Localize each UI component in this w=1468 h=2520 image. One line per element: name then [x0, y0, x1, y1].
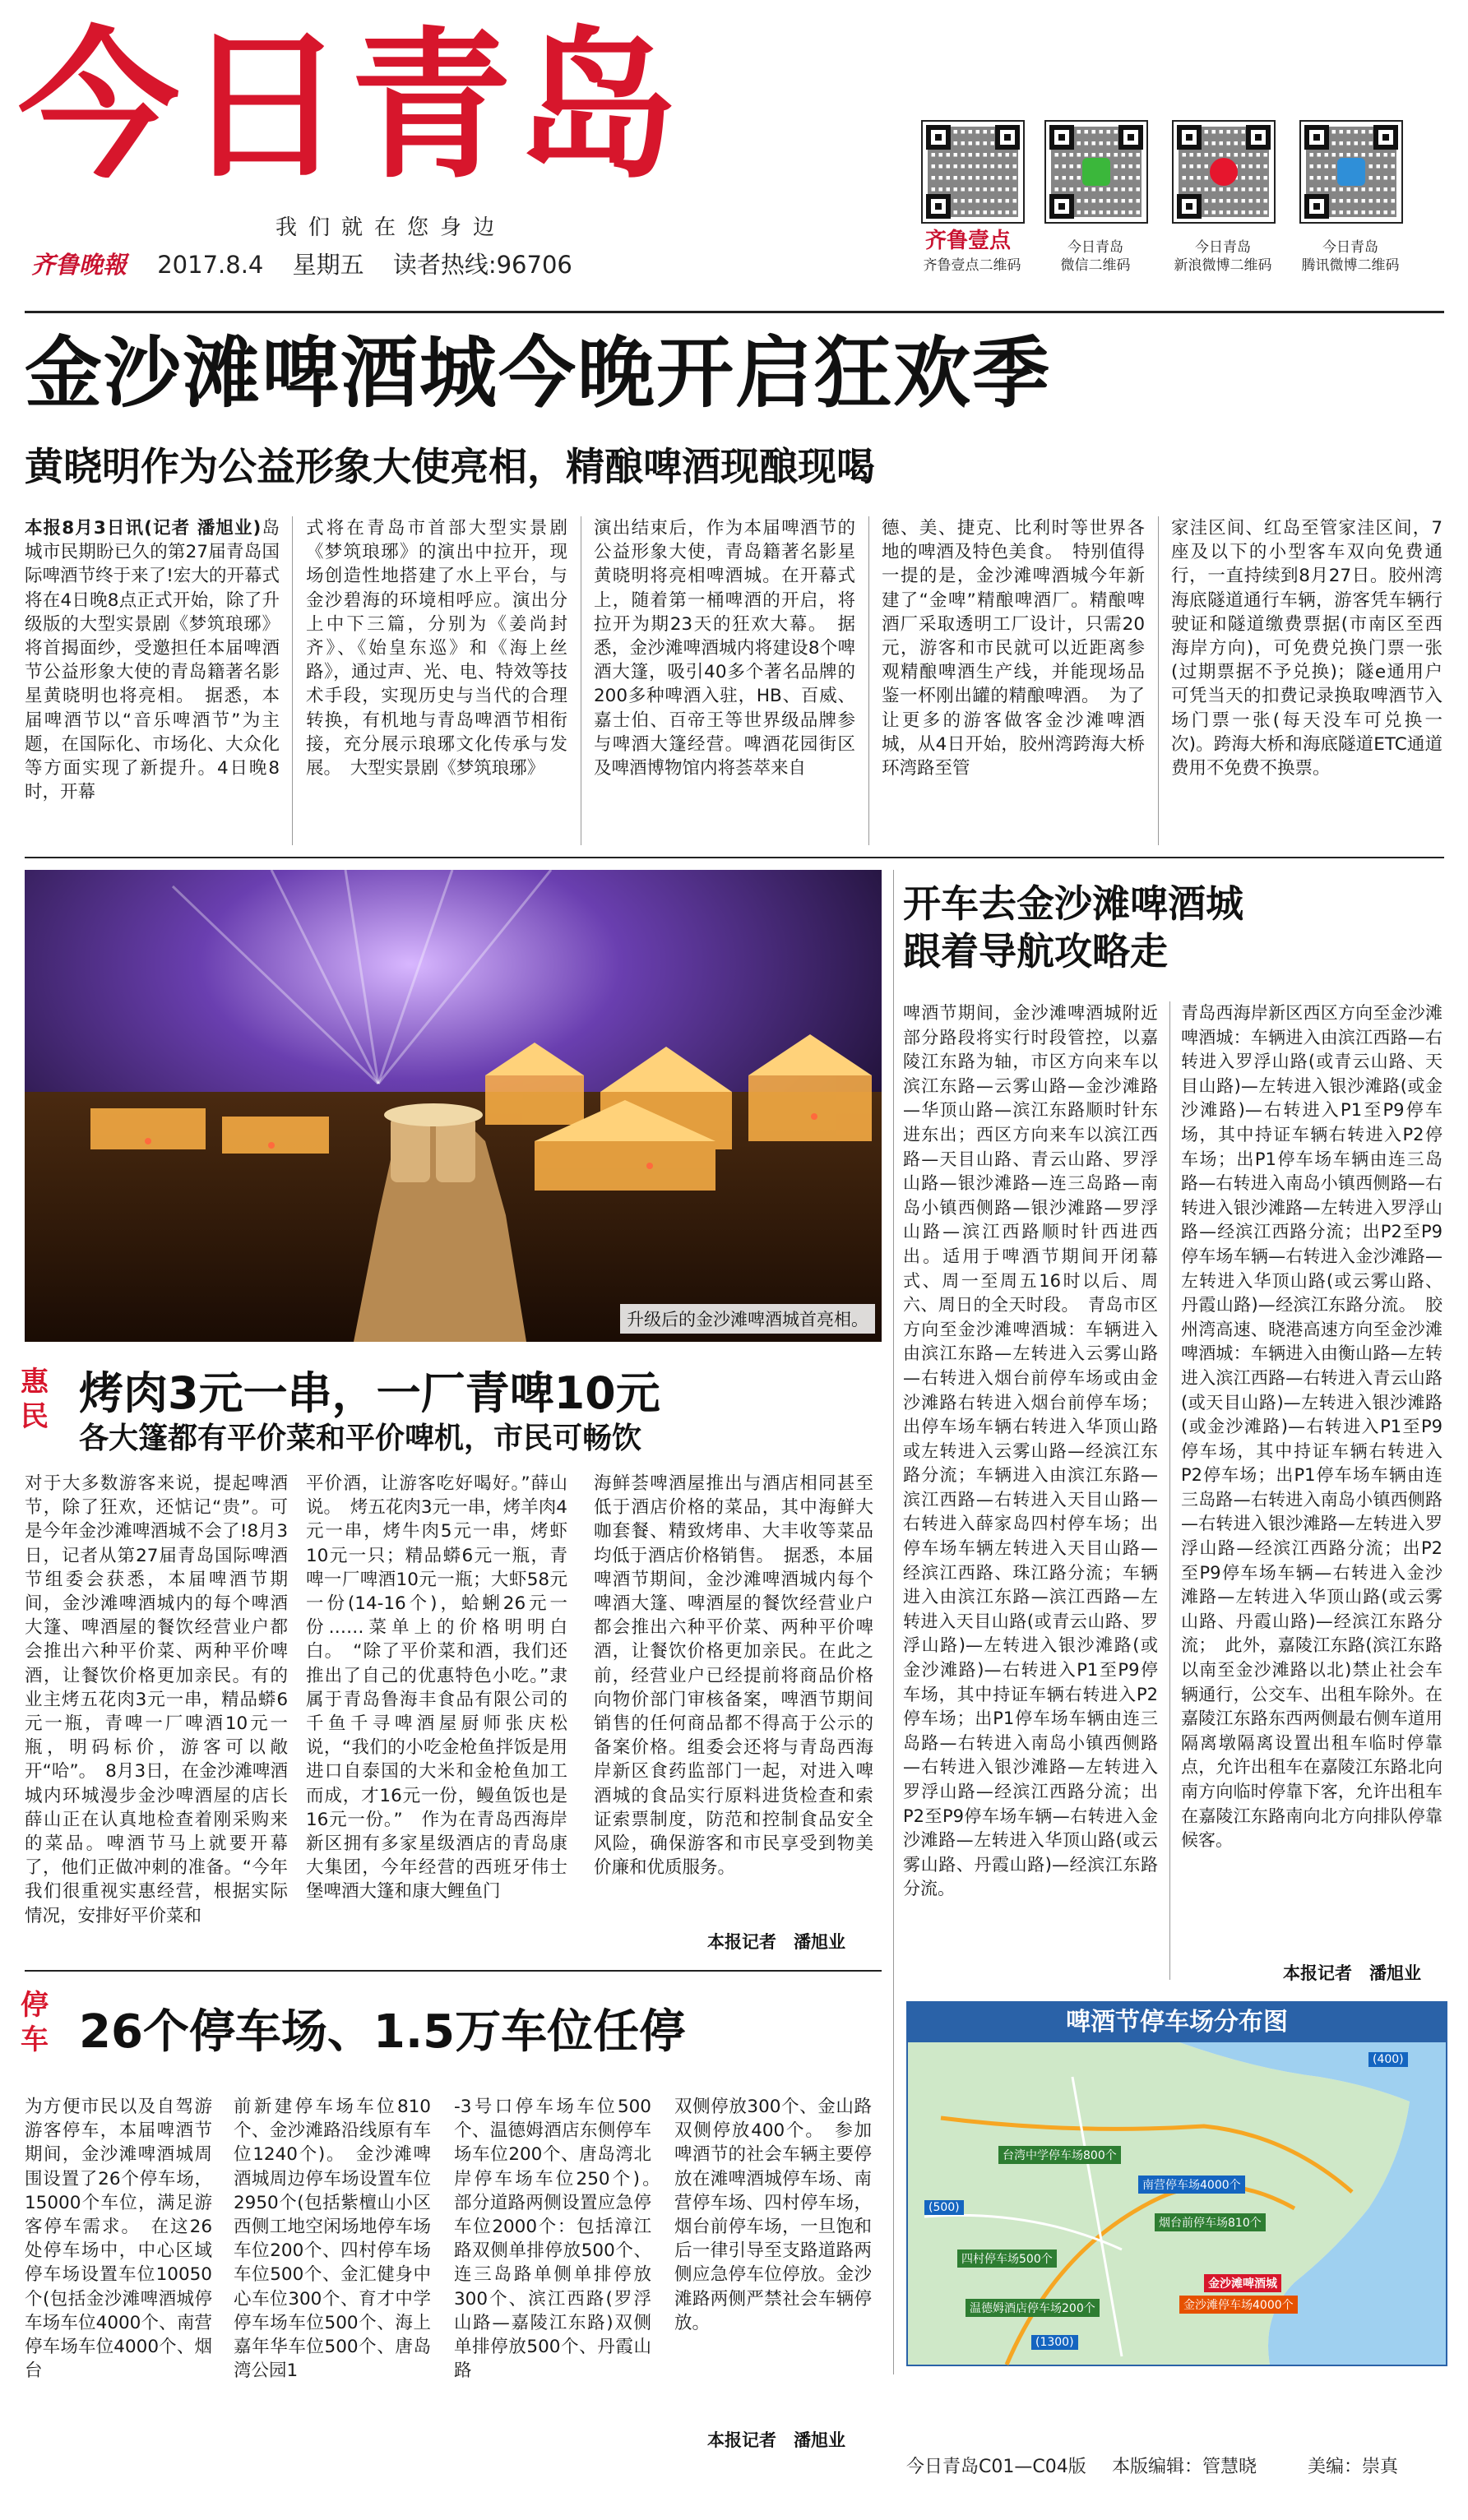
lead-column-1: 本报8月3日讯(记者 潘旭业)岛城市民期盼已久的第27届青岛国际啤酒节终于来了!宏大的开幕式将在4日晚8点正式开始，除了升级版的大型实景剧《梦筑琅琊》将首揭面纱，受邀担任本届啤酒节公益形象大使的青岛籍著名影星黄晓明也将亮相。 据悉，本届啤酒节以“音乐啤酒节”为主题，在国际化、市场化、大众化等方面实现了新提升。4日晚8时，开幕 — [25, 518, 280, 803]
parking-column-1: 为方便市民以及自驾游游客停车，本届啤酒节期间，金沙滩啤酒城周围设置了26个停车场，15000个车位，满足游客停车需求。 在这26处停车场中，中心区域停车场设置车位10050个(包括金沙滩啤酒城停车场车位4000个、南营停车场车位4000个、烟台 — [25, 2097, 212, 2382]
footer-edition: 今日青岛C01—C04版 — [906, 2457, 1086, 2477]
masthead-divider — [25, 311, 1444, 313]
masthead-title: 今日青岛 — [18, 13, 683, 201]
brand-logo: 齐鲁晚報 — [31, 251, 127, 279]
qr-caption-tencent-1: 今日青岛 — [1322, 239, 1378, 256]
issue-date: 2017.8.4 — [157, 251, 264, 279]
photo-caption: 升级后的金沙滩啤酒城首亮相。 — [620, 1304, 875, 1334]
hui-headline: 烤肉3元一串，一厂青啤10元 — [79, 1367, 660, 1419]
nav-headline-1: 开车去金沙滩啤酒城 — [903, 881, 1243, 926]
qr-code-tencent-weibo[interactable] — [1299, 120, 1403, 224]
qr-caption-wechat-2: 微信二维码 — [1060, 257, 1131, 274]
parking-byline: 本报记者 潘旭业 — [707, 2430, 845, 2450]
hui-column-2: 平价酒，让游客吃好喝好。”薛山说。 烤五花肉3元一串，烤羊肉4元一串，烤牛肉5元一串，烤虾10元一只；精品蟒6元一瓶，青啤一厂啤酒10元一瓶；大虾58元一份(14-16个)，蛤蜊26元一份……菜单上的价格明明白白。 “除了平价菜和酒，我们还推出了自己的优惠特色小吃。”隶属于青岛鲁海丰食品有限公司的千鱼千寻啤酒屋厨师张庆松说，“我们的小吃金枪鱼拌饭是用进口自泰国的大米和金枪鱼加工而成，才16元一份，鳗鱼饭也是16元一份。” 作为在青岛西海岸新区拥有多家星级酒店的青岛康大集团，今年经营的西班牙伟士堡啤酒大篷和康大鲤鱼门 — [306, 1473, 567, 1903]
parking-headline: 26个停车场、1.5万车位任停 — [79, 2005, 686, 2059]
map-label-taiwan-school[interactable]: 台湾中学停车场800个 — [998, 2146, 1121, 2164]
nav-column-2: 青岛西海岸新区西区方向至金沙滩啤酒城：车辆进入由滨江西路—右转进入罗浮山路(或青云山路、天目山路)—左转进入银沙滩路(或金沙滩路)—右转进入P1至P9停车场，其中持证车辆右转进入P2停车场；出P1停车场车辆由连三岛路—右转进入南岛小镇西侧路—右转进入银沙滩路—左转进入罗浮山路—经滨江西路分流；出P2至P9停车场车辆—右转进入金沙滩路—左转进入华顶山路(或云雾山路、丹霞山路)—经滨江东路分流。 胶州湾高速、晓港高速方向至金沙滩啤酒城：车辆进入由衡山路—左转进入滨江西路—右转进入青云山路(或天目山路)—左转进入银沙滩路(或金沙滩路)—右转进入P1至P9停车场，其中持证车辆右转进入P2停车场；出P1停车场车辆由连三岛路—右转进入南岛小镇西侧路—右转进入银沙滩路—左转进入罗浮山路—经滨江西路分流；出P2至P9停车场车辆—右转进入金沙滩路—左转进入华顶山路(或云雾山路、丹霞山路)—经滨江东路分流； 此外，嘉陵江东路(滨江东路以南至金沙滩路以北)禁止社会车辆通行，公交车、出租车除外。在嘉陵江东路东西两侧最右侧车道用隔离墩隔离设置出租车临时停靠点，允许出租车在嘉陵江东路北向南方向临时停靠下客，允许出租车在嘉陵江东路南向北方向排队停靠候客。 — [1181, 1003, 1443, 1851]
wechat-icon — [1082, 158, 1110, 186]
footer-designer: 美编：崇真 — [1308, 2457, 1399, 2477]
qr-code-sina-weibo[interactable] — [1172, 120, 1276, 224]
lead-column-3: 演出结束后，作为本届啤酒节的公益形象大使，青岛籍著名影星黄晓明将亮相啤酒城。在开幕式上，随着第一桶啤酒的开启，将拉开为期23天的狂欢大幕。 据悉，金沙滩啤酒城内将建设8个啤酒大篷，吸引40多个著名品牌的200多种啤酒入驻，HB、百威、嘉士伯、百帝王等世界级品牌参与啤酒大篷经营。啤酒花园街区及啤酒博物馆内将荟萃来自 — [594, 518, 855, 779]
map-label-count-1300[interactable]: (1300) — [1031, 2335, 1078, 2350]
map-label-wyndham[interactable]: 温德姆酒店停车场200个 — [966, 2299, 1100, 2317]
map-label-yantaiqian[interactable]: 烟台前停车场810个 — [1155, 2213, 1266, 2231]
lead-column-5: 家洼区间、红岛至管家洼区间，7座及以下的小型客车双向免费通行，一直持续到8月27日。胶州湾海底隧道通行车辆，游客凭车辆行驶证和隧道缴费票据(市南区至西海岸方向)，可免费兑换门票一张(过期票据不予兑换)；隧e通用户可凭当天的扣费记录换取啤酒节入场门票一张(每天没车可兑换一次)。跨海大桥和海底隧道ETC通道费用不免费不换票。 — [1171, 518, 1443, 779]
map-label-sicun[interactable]: 四村停车场500个 — [957, 2250, 1057, 2268]
hui-column-1: 对于大多数游客来说，提起啤酒节，除了狂欢，还惦记“贵”。可是今年金沙滩啤酒城不会了!8月3日，记者从第27届青岛国际啤酒节组委会获悉，本届啤酒节期间，金沙滩啤酒城内的每个啤酒大篷、啤酒屋的餐饮经营业户都会推出六种平价菜、两种平价啤酒，让餐饮价格更加亲民。有的业主烤五花肉3元一串，精品蟒6元一瓶，青啤一厂啤酒10元一瓶，明码标价，游客可以敞开“哈”。 8月3日，在金沙滩啤酒城内环城漫步金沙啤酒屋的店长薛山正在认真地检查着刚采购来的菜品。啤酒节马上就要开幕了，他们正做冲刺的准备。“今年我们很重视实惠经营，根据实际情况，安排好平价菜和 — [25, 1473, 288, 1926]
issue-weekday: 星期五 — [292, 251, 364, 279]
map-label-count-400[interactable]: (400) — [1368, 2052, 1408, 2067]
photo-illustration — [25, 870, 882, 1342]
qilu-logo: 齐鲁壹点 — [925, 229, 1012, 253]
nav-headline-2: 跟着导航攻略走 — [903, 929, 1168, 973]
footer-editor: 本版编辑：管慧晓 — [1112, 2457, 1257, 2477]
lead-headline: 金沙滩啤酒城今晚开启狂欢季 — [25, 329, 1052, 418]
nav-column-1: 啤酒节期间，金沙滩啤酒城附近部分路段将实行时段管控，以嘉陵江东路为轴，市区方向来车以滨江东路—云雾山路—金沙滩路—华顶山路—滨江东路顺时针东进东出；西区方向来车以滨江西路—天目山路、青云山路、罗浮山路—银沙滩路—连三岛路—南岛小镇西侧路—银沙滩路—罗浮山路—滨江西路顺时针西进西出。适用于啤酒节期间开闭幕式、周一至周五16时以后、周六、周日的全天时段。 青岛市区方向至金沙滩啤酒城：车辆进入由滨江东路—左转进入云雾山路—右转进入烟台前停车场或由金沙滩路右转进入烟台前停车场；出停车场车辆右转进入华顶山路或左转进入云雾山路—经滨江东路分流；车辆进入由滨江东路—滨江西路—右转进入天目山路—右转进入薛家岛四村停车场；出停车场车辆左转进入天目山路—经滨江西路、珠江路分流；车辆进入由滨江东路—滨江西路—左转进入天目山路(或青云山路、罗浮山路)—左转进入银沙滩路(或金沙滩路)—右转进入P1至P9停车场，其中持证车辆右转进入P2停车场；出P1停车场车辆由连三岛路—右转进入南岛小镇西侧路—右转进入银沙滩路—左转进入罗浮山路—经滨江西路分流；出P2至P9停车场车辆—右转进入金沙滩路—左转进入华顶山路(或云雾山路、丹霞山路)—经滨江东路分流。 — [903, 1003, 1158, 1899]
section-divider — [25, 857, 1444, 858]
beer-city-night-photo — [25, 870, 882, 1342]
lead-byline: 本报8月3日讯(记者 潘旭业) — [25, 518, 262, 539]
map-label-count-500[interactable]: (500) — [924, 2200, 964, 2215]
qr-caption-qilu: 齐鲁壹点二维码 — [923, 257, 1021, 274]
map-label-jinshatan-lot[interactable]: 金沙滩停车场4000个 — [1179, 2296, 1298, 2314]
weibo-icon — [1210, 158, 1238, 186]
section-tag-parking: 停车 — [21, 1989, 49, 2056]
masthead-slogan: 我们就在您身边 — [276, 215, 507, 240]
section-tag-huimin: 惠民 — [21, 1366, 49, 1433]
map-label-nanying[interactable]: 南营停车场4000个 — [1138, 2176, 1245, 2194]
lead-column-2: 式将在青岛市首部大型实景剧《梦筑琅琊》的演出中拉开，现场创造性地搭建了水上平台，与金沙碧海的环境相呼应。演出分上中下三篇，分别为《姜尚封齐》、《始皇东巡》和《海上丝路》，通过声、光、电、特效等技术手段，实现历史与当代的合理转换，有机地与青岛啤酒节相衔接，充分展示琅琊文化传承与发展。 大型实景剧《梦筑琅琊》 — [306, 518, 567, 779]
hui-column-3: 海鲜荟啤酒屋推出与酒店相同甚至低于酒店价格的菜品，其中海鲜大咖套餐、精致烤串、大丰收等菜品均低于酒店价格销售。 据悉，本届啤酒节期间，金沙滩啤酒城内每个啤酒大篷、啤酒屋的餐饮经营业户都会推出六种平价菜、两种平价啤酒，让餐饮价格更加亲民。在此之前，经营业户已经提前将商品价格向物价部门审核备案，啤酒节期间销售的任何商品都不得高于公示的备案价格。组委会还将与青岛西海岸新区食药监部门一起，对进入啤酒城的食品实行原料进货检查和索证索票制度，防范和控制食品安全风险，确保游客和市民享受到物美价廉和优质服务。 — [594, 1473, 873, 1879]
map-label-beer-city[interactable]: 金沙滩啤酒城 — [1204, 2274, 1281, 2292]
qr-caption-wechat-1: 今日青岛 — [1067, 239, 1123, 256]
dateline — [31, 247, 572, 280]
qr-code-qilu[interactable] — [921, 120, 1025, 224]
qr-code-wechat[interactable] — [1044, 120, 1148, 224]
hui-byline: 本报记者 潘旭业 — [707, 1932, 845, 1952]
parking-map[interactable] — [906, 2001, 1447, 2366]
map-title: 啤酒节停车场分布图 — [908, 2003, 1446, 2042]
hotline: 读者热线:96706 — [392, 251, 572, 279]
lead-subhead: 黄晓明作为公益形象大使亮相，精酿啤酒现酿现喝 — [25, 445, 875, 490]
hui-subhead: 各大篷都有平价菜和平价啤机，市民可畅饮 — [79, 1422, 642, 1455]
parking-column-4: 双侧停放300个、金山路双侧停放400个。 参加啤酒节的社会车辆主要停放在滩啤酒城停车场、南营停车场、四村停车场，烟台前停车场，一旦饱和后一律引导至支路道路两侧应急停车位停放。金沙滩路两侧严禁社会车辆停放。 — [674, 2097, 872, 2333]
lead-column-4: 德、美、捷克、比利时等世界各地的啤酒及特色美食。 特别值得一提的是，金沙滩啤酒城今年新建了“金啤”精酿啤酒厂。精酿啤酒厂采取透明工厂设计，只需20元，游客和市民就可以近距离参观精酿啤酒生产线，并能现场品鉴一杯刚出罐的精酿啤酒。 为了让更多的游客做客金沙滩啤酒城，从4日开始，胶州湾跨海大桥环湾路至管 — [882, 518, 1145, 779]
qr-caption-sina-1: 今日青岛 — [1195, 239, 1251, 256]
qr-caption-sina-2: 新浪微博二维码 — [1174, 257, 1272, 274]
parking-column-3: -3号口停车场车位500个、温德姆酒店东侧停车场车位200个、唐岛湾北岸停车场车位250个)。 部分道路两侧设置应急停车位2000个：包括漳江路双侧单排停放500个、连三岛路单侧单排停放300个、滨江西路(罗浮山路—嘉陵江东路)双侧单排停放500个、丹霞山路 — [454, 2097, 669, 2382]
qr-caption-tencent-2: 腾讯微博二维码 — [1301, 257, 1400, 274]
nav-byline: 本报记者 潘旭业 — [1283, 1963, 1421, 1983]
parking-column-2: 前新建停车场车位810个、金沙滩路沿线原有车位1240个)。 金沙滩啤酒城周边停车场设置车位2950个(包括紫檀山小区西侧工地空闲场地停车场车位200个、四村停车场车位500个、金汇健身中心车位300个、育才中学停车场车位500个、海上嘉年华车位500个、唐岛湾公园1 — [234, 2097, 431, 2382]
tencent-weibo-icon — [1337, 158, 1365, 186]
